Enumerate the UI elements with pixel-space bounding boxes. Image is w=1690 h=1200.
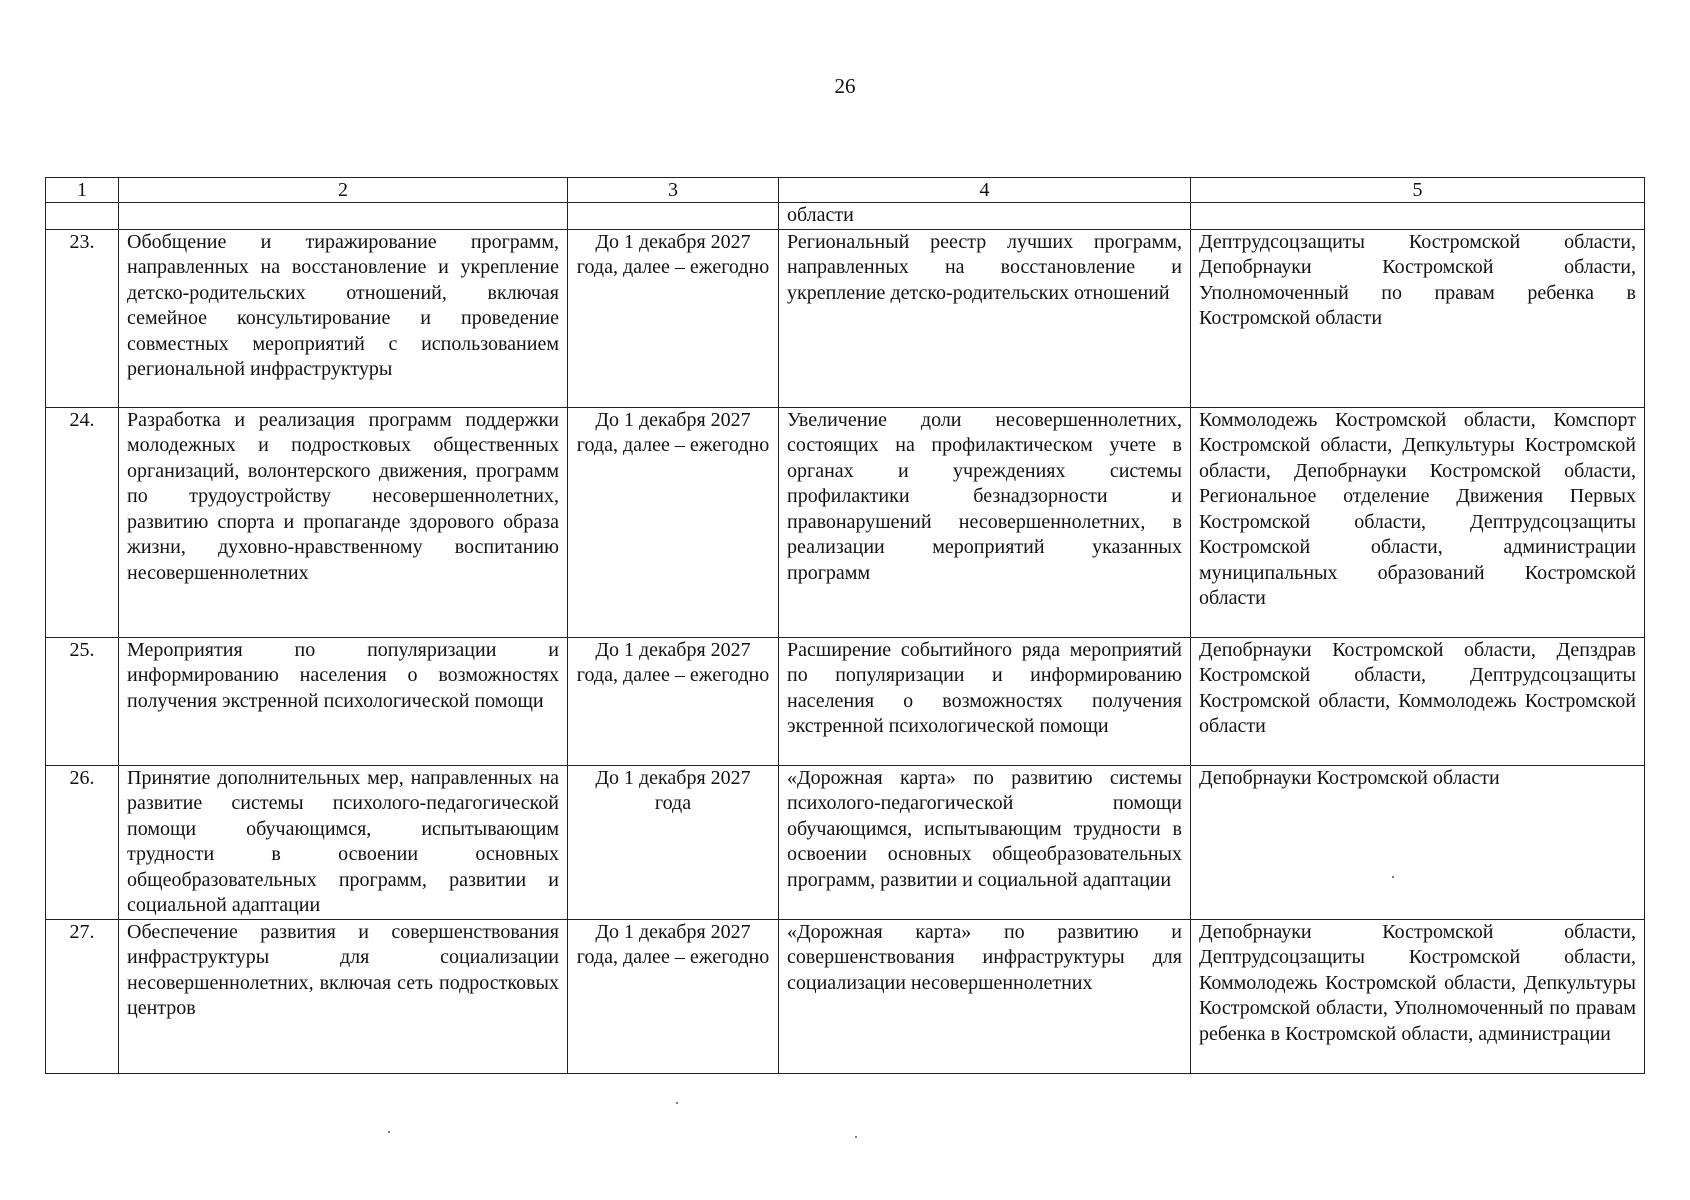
column-header: 3	[568, 178, 779, 203]
empty-cell	[119, 203, 568, 230]
deadline-cell: До 1 декабря 2027 года, далее – ежегодно	[568, 229, 779, 407]
scan-speck	[1392, 876, 1394, 878]
scan-speck	[388, 1131, 390, 1133]
result-cell: «Дорожная карта» по развитию и совершенствования инфраструктуры для социализации несовершеннолетних	[779, 919, 1191, 1073]
table-row	[46, 765, 1645, 919]
deadline-cell: До 1 декабря 2027 года, далее – ежегодно	[568, 407, 779, 637]
activity-cell: Принятие дополнительных мер, направленных на развитие системы психолого-педагогической помощи обучающимся, испытывающим трудности в освоении основных общеобразовательных программ, развитии и социальной адаптации	[119, 765, 568, 919]
column-header: 5	[1191, 178, 1645, 203]
responsible-cell: Депобрнауки Костромской области	[1191, 765, 1645, 919]
column-header: 2	[119, 178, 568, 203]
activity-cell: Разработка и реализация программ поддержки молодежных и подростковых общественных организаций, волонтерского движения, программ по трудоустройству несовершеннолетних, развитию спорта и пропаганде здорового образа жизни, духовно-нравственному воспитанию несовершеннолетних	[119, 407, 568, 637]
row-number: 27.	[46, 919, 119, 1073]
row-number: 23.	[46, 229, 119, 407]
deadline-cell: До 1 декабря 2027 года, далее – ежегодно	[568, 919, 779, 1073]
column-header: 4	[779, 178, 1191, 203]
table-row	[46, 637, 1645, 765]
empty-cell	[1191, 203, 1645, 230]
table-row	[46, 407, 1645, 637]
continuation-row	[46, 203, 1645, 230]
row-number: 24.	[46, 407, 119, 637]
continuation-text: области	[779, 203, 1191, 230]
column-header: 1	[46, 178, 119, 203]
deadline-cell: До 1 декабря 2027 года, далее – ежегодно	[568, 637, 779, 765]
result-cell: Расширение событийного ряда мероприятий по популяризации и информированию населения о возможностях получения экстренной психологической помощи	[779, 637, 1191, 765]
activity-cell: Обеспечение развития и совершенствования инфраструктуры для социализации несовершеннолетних, включая сеть подростковых центров	[119, 919, 568, 1073]
measures-table	[45, 177, 1645, 1074]
table-row	[46, 919, 1645, 1073]
page-number: 26	[834, 74, 856, 98]
scan-speck	[676, 1102, 678, 1104]
responsible-cell: Депобрнауки Костромской области, Депздрав Костромской области, Дептрудсоцзащиты Костромской области, Коммолодежь Костромской области	[1191, 637, 1645, 765]
responsible-cell: Депобрнауки Костромской области, Дептрудсоцзащиты Костромской области, Коммолодежь Костромской области, Депкультуры Костромской области, Уполномоченный по правам ребенка в Костромской области, администрации	[1191, 919, 1645, 1073]
column-numbers-row	[46, 178, 1645, 203]
activity-cell: Мероприятия по популяризации и информированию населения о возможностях получения экстренной психологической помощи	[119, 637, 568, 765]
responsible-cell: Коммолодежь Костромской области, Комспорт Костромской области, Депкультуры Костромской области, Депобрнауки Костромской области, Региональное отделение Движения Первых Костромской области, Дептрудсоцзащиты Костромской области, администрации муниципальных образований Костромской области	[1191, 407, 1645, 637]
activity-cell: Обобщение и тиражирование программ, направленных на восстановление и укрепление детско-родительских отношений, включая семейное консультирование и проведение совместных мероприятий с использованием региональной инфраструктуры	[119, 229, 568, 407]
result-cell: «Дорожная карта» по развитию системы психолого-педагогической помощи обучающимся, испытывающим трудности в освоении основных общеобразовательных программ, развитии и социальной адаптации	[779, 765, 1191, 919]
row-number: 26.	[46, 765, 119, 919]
result-cell: Региональный реестр лучших программ, направленных на восстановление и укрепление детско-родительских отношений	[779, 229, 1191, 407]
result-cell: Увеличение доли несовершеннолетних, состоящих на профилактическом учете в органах и учреждениях системы профилактики безнадзорности и правонарушений несовершеннолетних, в реализации мероприятий указанных программ	[779, 407, 1191, 637]
empty-cell	[568, 203, 779, 230]
scan-speck	[855, 1136, 857, 1138]
row-number: 25.	[46, 637, 119, 765]
table-row	[46, 229, 1645, 407]
deadline-cell: До 1 декабря 2027 года	[568, 765, 779, 919]
empty-cell	[46, 203, 119, 230]
responsible-cell: Дептрудсоцзащиты Костромской области, Депобрнауки Костромской области, Уполномоченный по правам ребенка в Костромской области	[1191, 229, 1645, 407]
